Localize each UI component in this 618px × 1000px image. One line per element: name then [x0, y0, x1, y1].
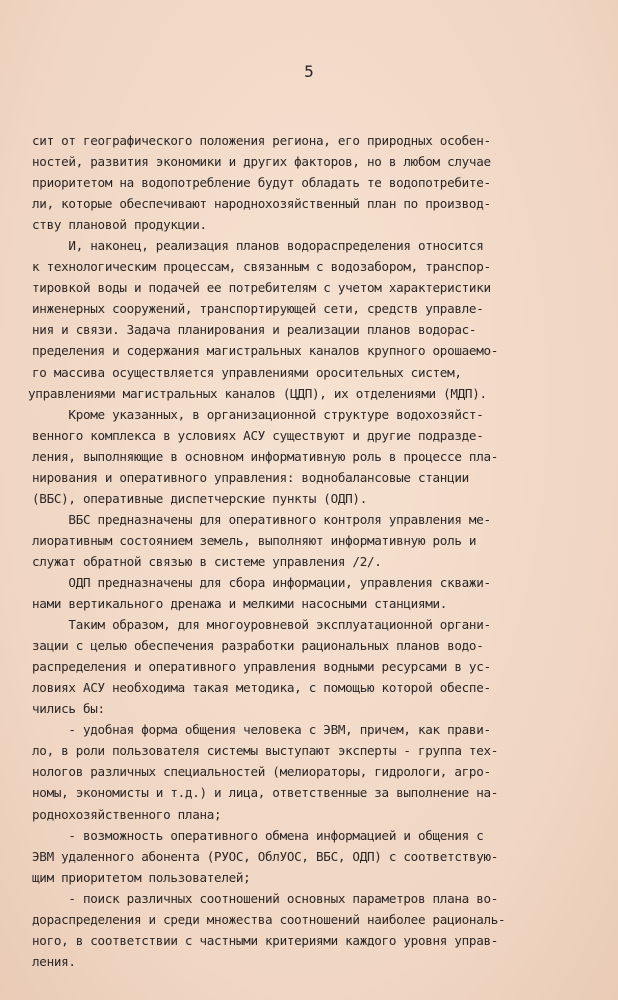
text-line: ству плановой продукции.	[32, 217, 207, 233]
text-line: тировкой воды и подачей ее потребителям с учетом характеристики	[32, 280, 491, 296]
text-line: нами вертикального дренажа и мелкими насосными станциями.	[32, 596, 448, 612]
text-line: щим приоритетом пользователей;	[32, 869, 251, 885]
text-line: ления.	[32, 953, 76, 969]
body-text	[28, 130, 592, 972]
text-line: к технологическим процессам, связанным с водозабором, транспор-	[32, 259, 491, 275]
text-line: венного комплекса в условиях АСУ существуют и другие подразде-	[32, 427, 484, 443]
text-line: нирования и оперативного управления: воднобалансовые станции	[32, 469, 469, 485]
text-line: инженерных сооружений, транспортирующей сети, средств управле-	[32, 301, 484, 317]
text-line: - удобная форма общения человека с ЭВМ, причем, как прави-	[32, 722, 491, 738]
text-line: ного, в соответствии с частными критериями каждого уровня управ-	[32, 932, 499, 948]
text-line: служат обратной связью в системе управления /2/.	[32, 553, 382, 569]
text-line: пределения и содержания магистральных каналов крупного орошаемо-	[32, 343, 499, 359]
text-line: - возможность оперативного обмена информацией и общения с	[32, 827, 484, 843]
text-line: Кроме указанных, в организационной структуре водохозяйст-	[32, 406, 484, 422]
text-line: управлениями магистральных каналов (ЦДП), их отделениями (МДП).	[28, 385, 487, 401]
text-line: лиоративным состоянием земель, выполняют информативную роль и	[32, 532, 477, 548]
text-line: зации с целью обеспечения разработки рациональных планов водо-	[32, 638, 484, 654]
text-line: - поиск различных соотношений основных параметров плана во-	[32, 890, 499, 906]
text-line: нологов различных специальностей (мелиораторы, гидрологи, агро-	[32, 764, 491, 780]
text-line: приоритетом на водопотребление будут обладать те водопотребите-	[32, 175, 491, 191]
text-line: дораспределения и среди множества соотношений наиболее рациональ-	[32, 911, 506, 927]
text-line: номы, экономисты и т.д.) и лица, ответственные за выполнение на-	[32, 785, 499, 801]
text-line: ния и связи. Задача планирования и реализации планов водорас-	[32, 322, 477, 338]
text-line: го массива осуществляется управлениями оросительных систем,	[32, 364, 462, 380]
text-line: распределения и оперативного управления водными ресурсами в ус-	[32, 659, 491, 675]
text-line: И, наконец, реализация планов водораспределения относится	[32, 238, 484, 254]
text-line: ли, которые обеспечивают народнохозяйственный план по производ-	[32, 196, 491, 212]
text-line: сит от географического положения региона, его природных особен-	[32, 133, 491, 148]
text-line: ЭВМ удаленного абонента (РУОС, ОблУОС, ВБС, ОДП) с соответствую-	[32, 848, 499, 864]
text-line: чились бы:	[32, 701, 105, 717]
text-line: ления, выполняющие в основном информативную роль в процессе пла-	[32, 448, 499, 464]
text-line: ловиях АСУ необходима такая методика, с помощью которой обеспе-	[32, 680, 491, 696]
page-number: 5	[304, 62, 314, 81]
text-line: (ВБС), оперативные диспетчерские пункты (ОДП).	[32, 490, 367, 506]
text-line: ОДП предназначены для сбора информации, управления скважи-	[32, 574, 491, 590]
text-line: ностей, развития экономики и других факторов, но в любом случае	[32, 154, 491, 170]
text-line: роднохозяйственного плана;	[32, 806, 222, 822]
text-line: ло, в роли пользователя системы выступают эксперты - группа тех-	[32, 743, 499, 759]
text-line: Таким образом, для многоуровневой эксплуатационной органи-	[32, 617, 491, 633]
text-line: ВБС предназначены для оперативного контроля управления ме-	[32, 511, 491, 527]
